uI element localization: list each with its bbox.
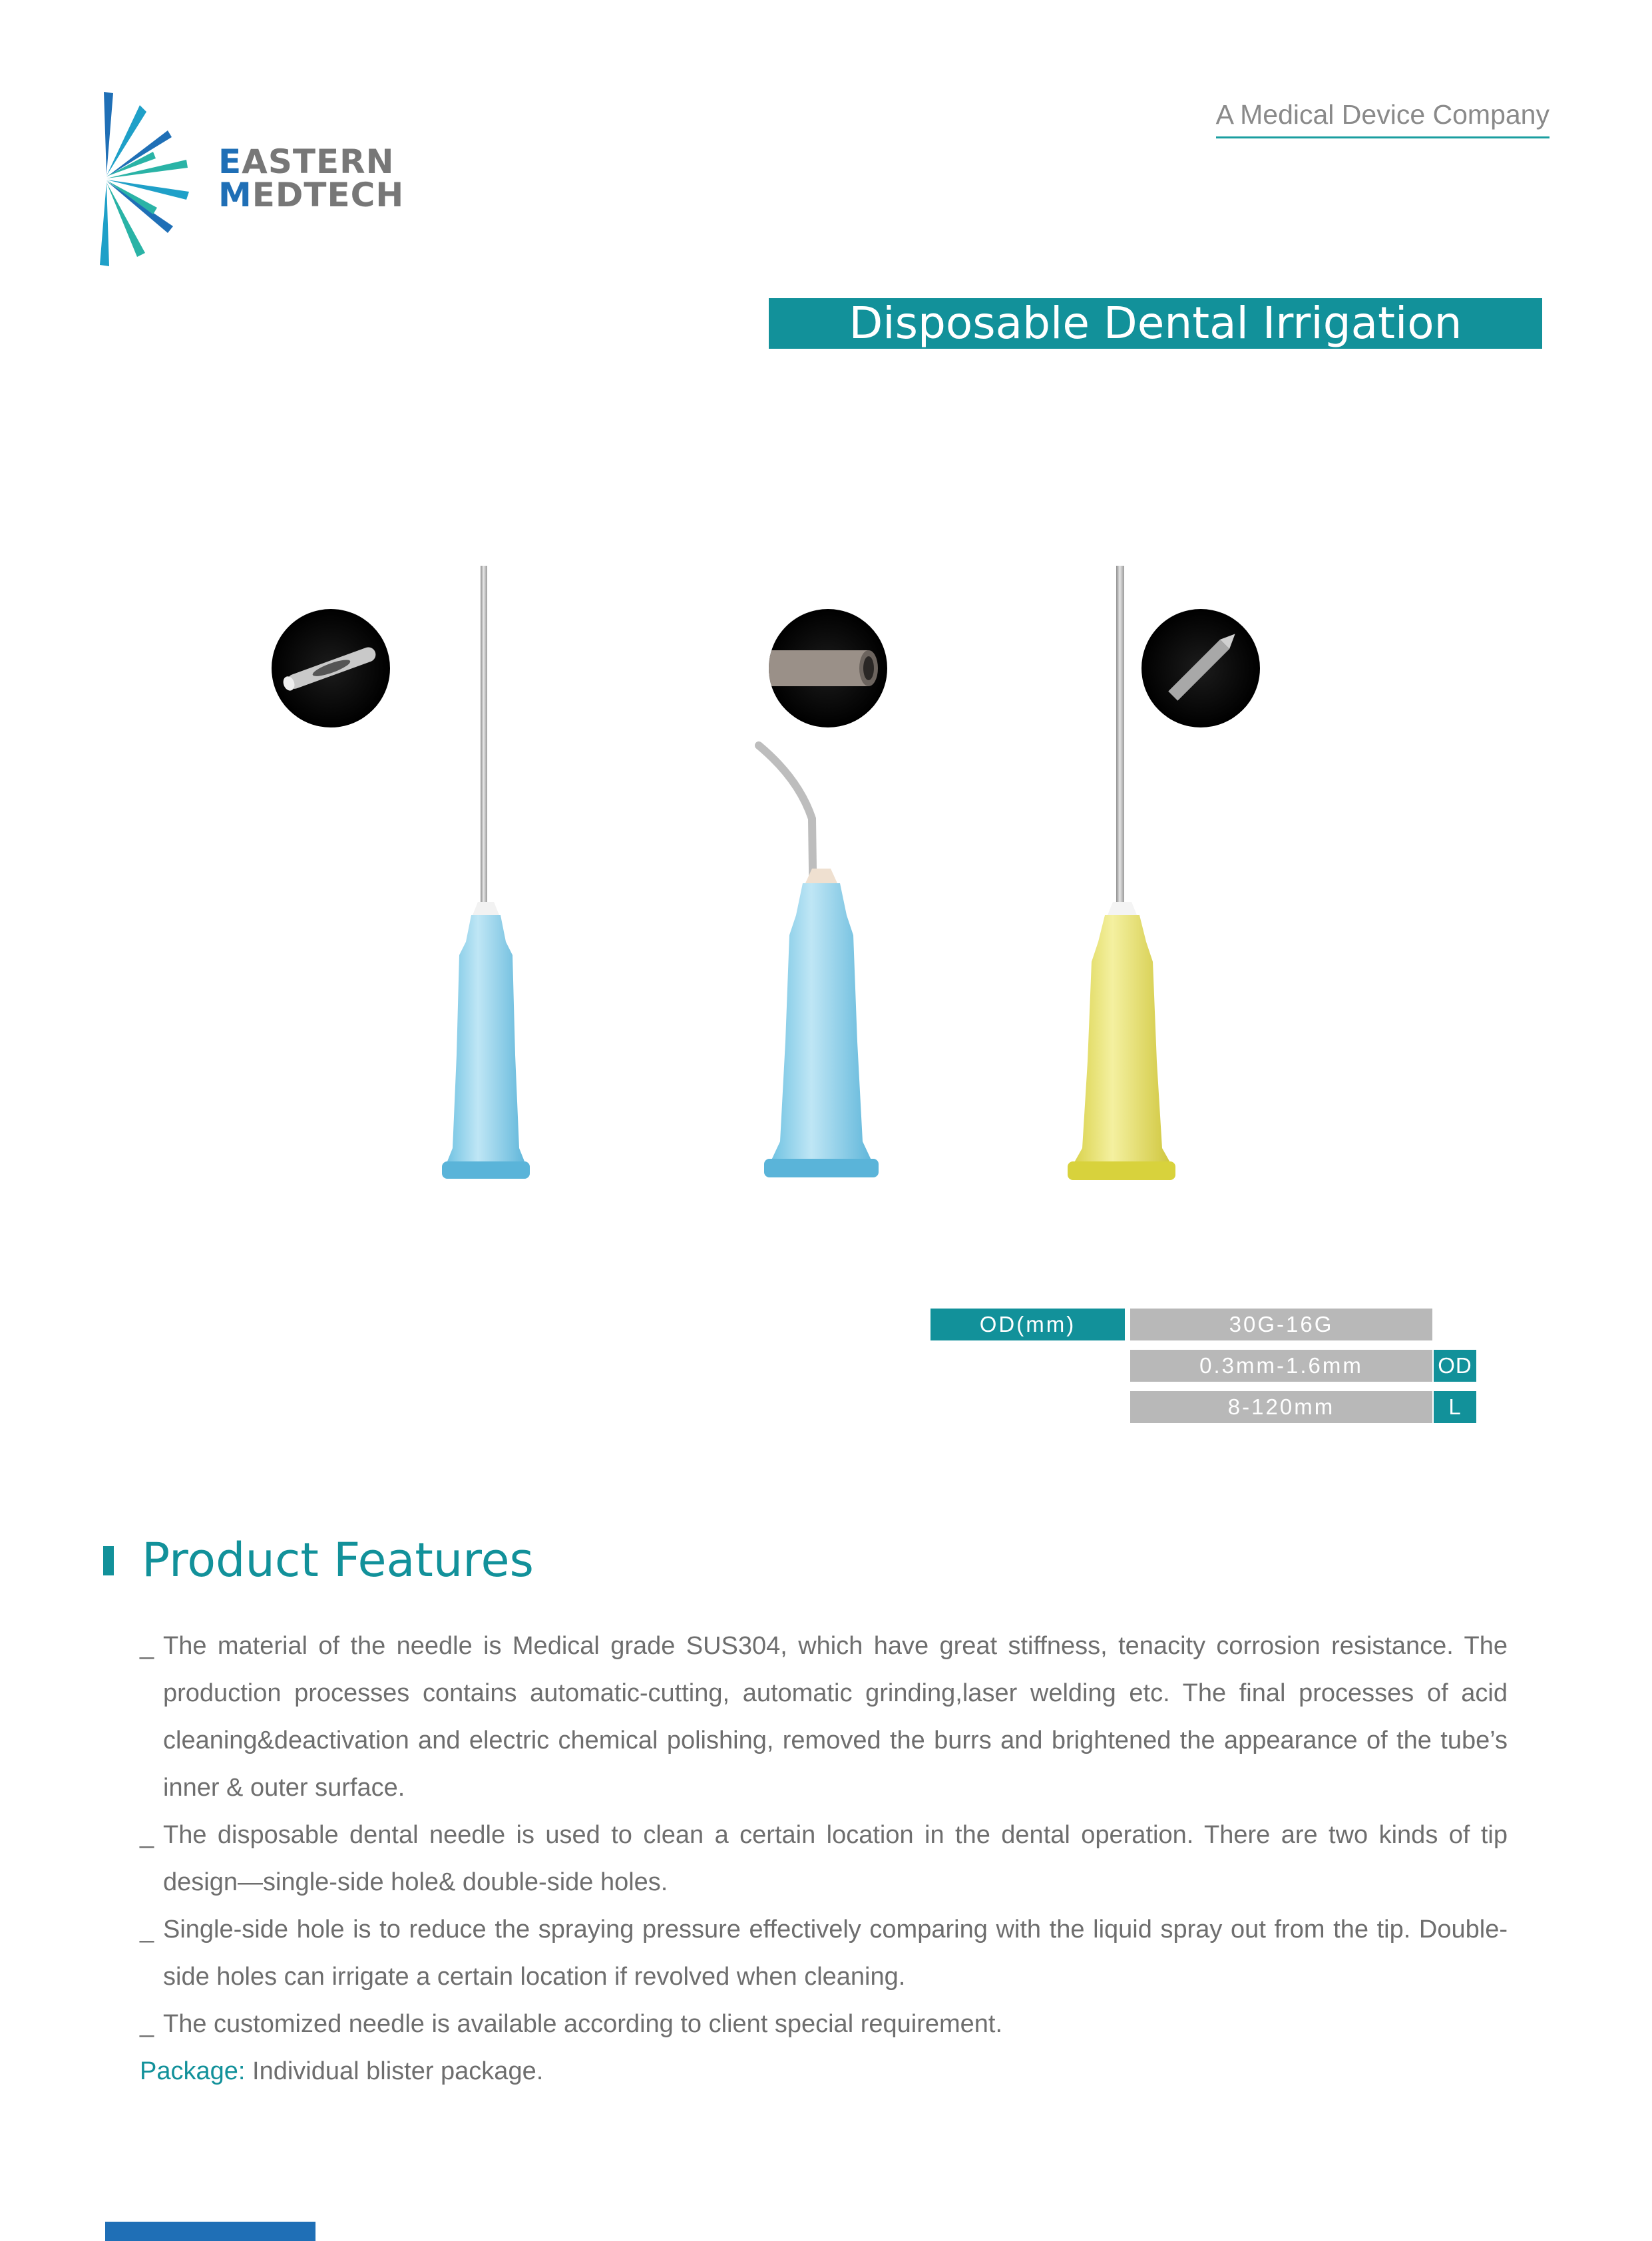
package-label: Package: <box>140 2057 246 2085</box>
needle-hub-blue <box>759 869 885 1181</box>
feature-item: _ The customized needle is available according to client special requirement. <box>140 2010 1003 2038</box>
zoom-tube-end-icon <box>769 609 887 727</box>
features-heading: Product Features <box>142 1533 534 1587</box>
needle-hub-yellow <box>1065 902 1178 1181</box>
section-marker <box>103 1546 114 1575</box>
needle-hub-blue <box>439 902 532 1181</box>
package-line <box>140 2048 1508 2095</box>
brand-name-line1: EASTERN <box>218 142 395 181</box>
feature-item: _ The material of the needle is Medical grade SUS304, which have great stiffness, tenacity corrosion resistance. The production processes contains automatic-cutting, automatic grinding,laser welding etc. The final processes of acid cleaning&deactivation and electric chemical polishing, removed the burrs and brightened the appearance of the tube’s inner & outer surface. <box>140 1632 1508 1802</box>
spec-tag-od: OD <box>1434 1350 1476 1382</box>
product-title: Disposable Dental Irrigation Needle <box>769 298 1542 349</box>
features-list <box>140 1623 1508 2095</box>
spec-value-length: 8-120mm <box>1130 1391 1432 1423</box>
feature-item: _ Single-side hole is to reduce the spraying pressure effectively comparing with the liquid spray out from the tip. Double-side holes can irrigate a certain location if revolved when cleaning. <box>140 1916 1508 1991</box>
zoom-side-hole-icon <box>272 609 390 727</box>
company-tagline: A Medical Device Company <box>1216 100 1549 138</box>
spec-value-od: 0.3mm-1.6mm <box>1130 1350 1432 1382</box>
feature-item: _ The disposable dental needle is used to clean a certain location in the dental operation. There are two kinds of tip design—single-side hole& double-side holes. <box>140 1821 1508 1896</box>
company-logo <box>100 85 406 272</box>
spec-label-od: OD(mm) <box>930 1309 1125 1340</box>
brand-name-line2: MEDTECH <box>218 176 405 214</box>
zoom-bevel-tip-icon <box>1141 609 1260 727</box>
package-text: Individual blister package. <box>245 2057 544 2085</box>
product-illustration <box>293 566 1358 1198</box>
sunburst-logo-icon <box>100 85 200 272</box>
spec-tag-length: L <box>1434 1391 1476 1423</box>
spec-value-gauge: 30G-16G <box>1130 1309 1432 1340</box>
footer-accent-bar <box>105 2222 315 2241</box>
